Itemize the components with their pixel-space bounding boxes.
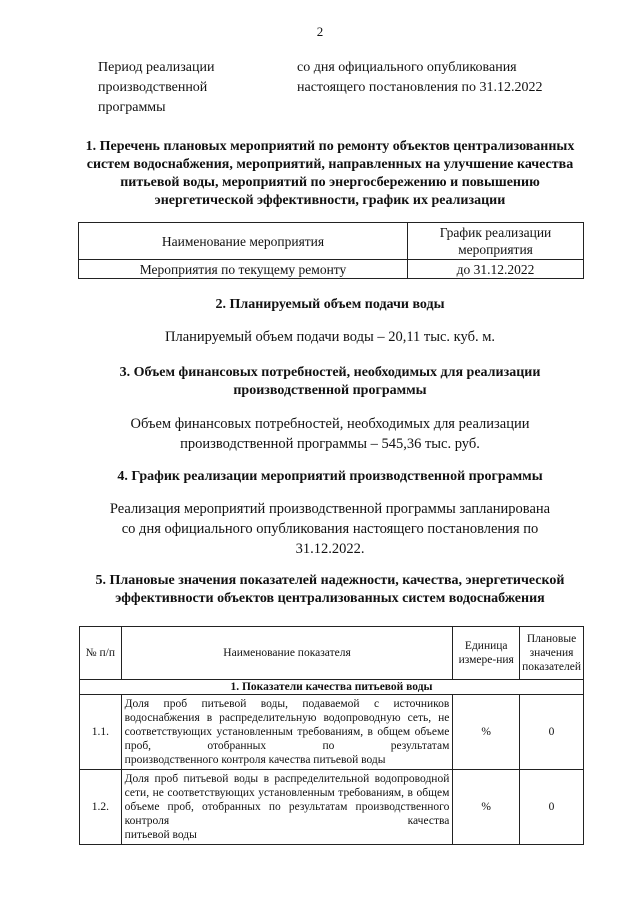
section3-heading: 3. Объем финансовых потребностей, необходимых для реализации производственной программы	[119, 365, 541, 398]
activities-schedule-header: График реализации мероприятия	[408, 223, 584, 260]
activity-name-cell: Мероприятия по текущему ремонту	[79, 260, 408, 279]
period-label: Период реализации производственной программы	[98, 60, 215, 115]
indicators-num-header: № п/п	[80, 627, 122, 680]
activity-schedule-cell: до 31.12.2022	[408, 260, 584, 279]
row-number: 1.1.	[80, 695, 122, 770]
indicators-unit-header: Единица измере-ния	[453, 627, 520, 680]
page-number: 2	[316, 24, 324, 39]
section1-heading: 1. Перечень плановых мероприятий по ремонту объектов централизованных систем водоснабжения, мероприятий, направленных на улучшение качества питьевой воды, мероприятий по энергосбережению и повышению энергетической эффективности, график их реализации	[85, 139, 575, 208]
row-description-main: Доля проб питьевой воды в распределительной водопроводной сети, не соответствующих установленным требованиям, в общем объеме проб, отобранных по результатам производственного контроля качества	[124, 773, 450, 827]
section4-heading: 4. График реализации мероприятий производственной программы	[117, 469, 543, 484]
period-value: со дня официального опубликования настоящего постановления по 31.12.2022	[297, 60, 543, 95]
section4-text: Реализация мероприятий производственной программы запланирована со дня официального опубликования настоящего постановления по 31.12.2022.	[109, 501, 551, 557]
row-unit: %	[453, 695, 520, 770]
indicators-subsection: 1. Показатели качества питьевой воды	[80, 680, 584, 695]
indicators-name-header: Наименование показателя	[121, 627, 453, 680]
row-value: 0	[520, 770, 584, 845]
table-row	[80, 695, 584, 770]
section5-heading: 5. Плановые значения показателей надежности, качества, энергетической эффективности объектов централизованных систем водоснабжения	[95, 573, 565, 606]
section2-heading: 2. Планируемый объем подачи воды	[215, 297, 445, 312]
section2-text: Планируемый объем подачи воды – 20,11 тыс. куб. м.	[164, 329, 496, 345]
indicators-value-header: Плановые значения показателей	[520, 627, 584, 680]
section3-text: Объем финансовых потребностей, необходимых для реализации производственной программы – 545,36 тыс. руб.	[130, 416, 530, 452]
row-value: 0	[520, 695, 584, 770]
row-description-last: питьевой воды	[124, 829, 197, 841]
row-description	[121, 770, 453, 845]
row-description	[121, 695, 453, 770]
row-unit: %	[453, 770, 520, 845]
indicators-table	[79, 626, 584, 845]
row-number: 1.2.	[80, 770, 122, 845]
row-description-last: производственного контроля качества питьевой воды	[124, 754, 386, 766]
activities-name-header: Наименование мероприятия	[79, 223, 408, 260]
table-row	[80, 770, 584, 845]
row-description-main: Доля проб питьевой воды, подаваемой с источников водоснабжения в распределительную водопроводную сеть, не соответствующих установленным требованиям, в общем объеме проб, отобранных по результатам	[124, 698, 450, 752]
activities-table	[78, 222, 584, 279]
